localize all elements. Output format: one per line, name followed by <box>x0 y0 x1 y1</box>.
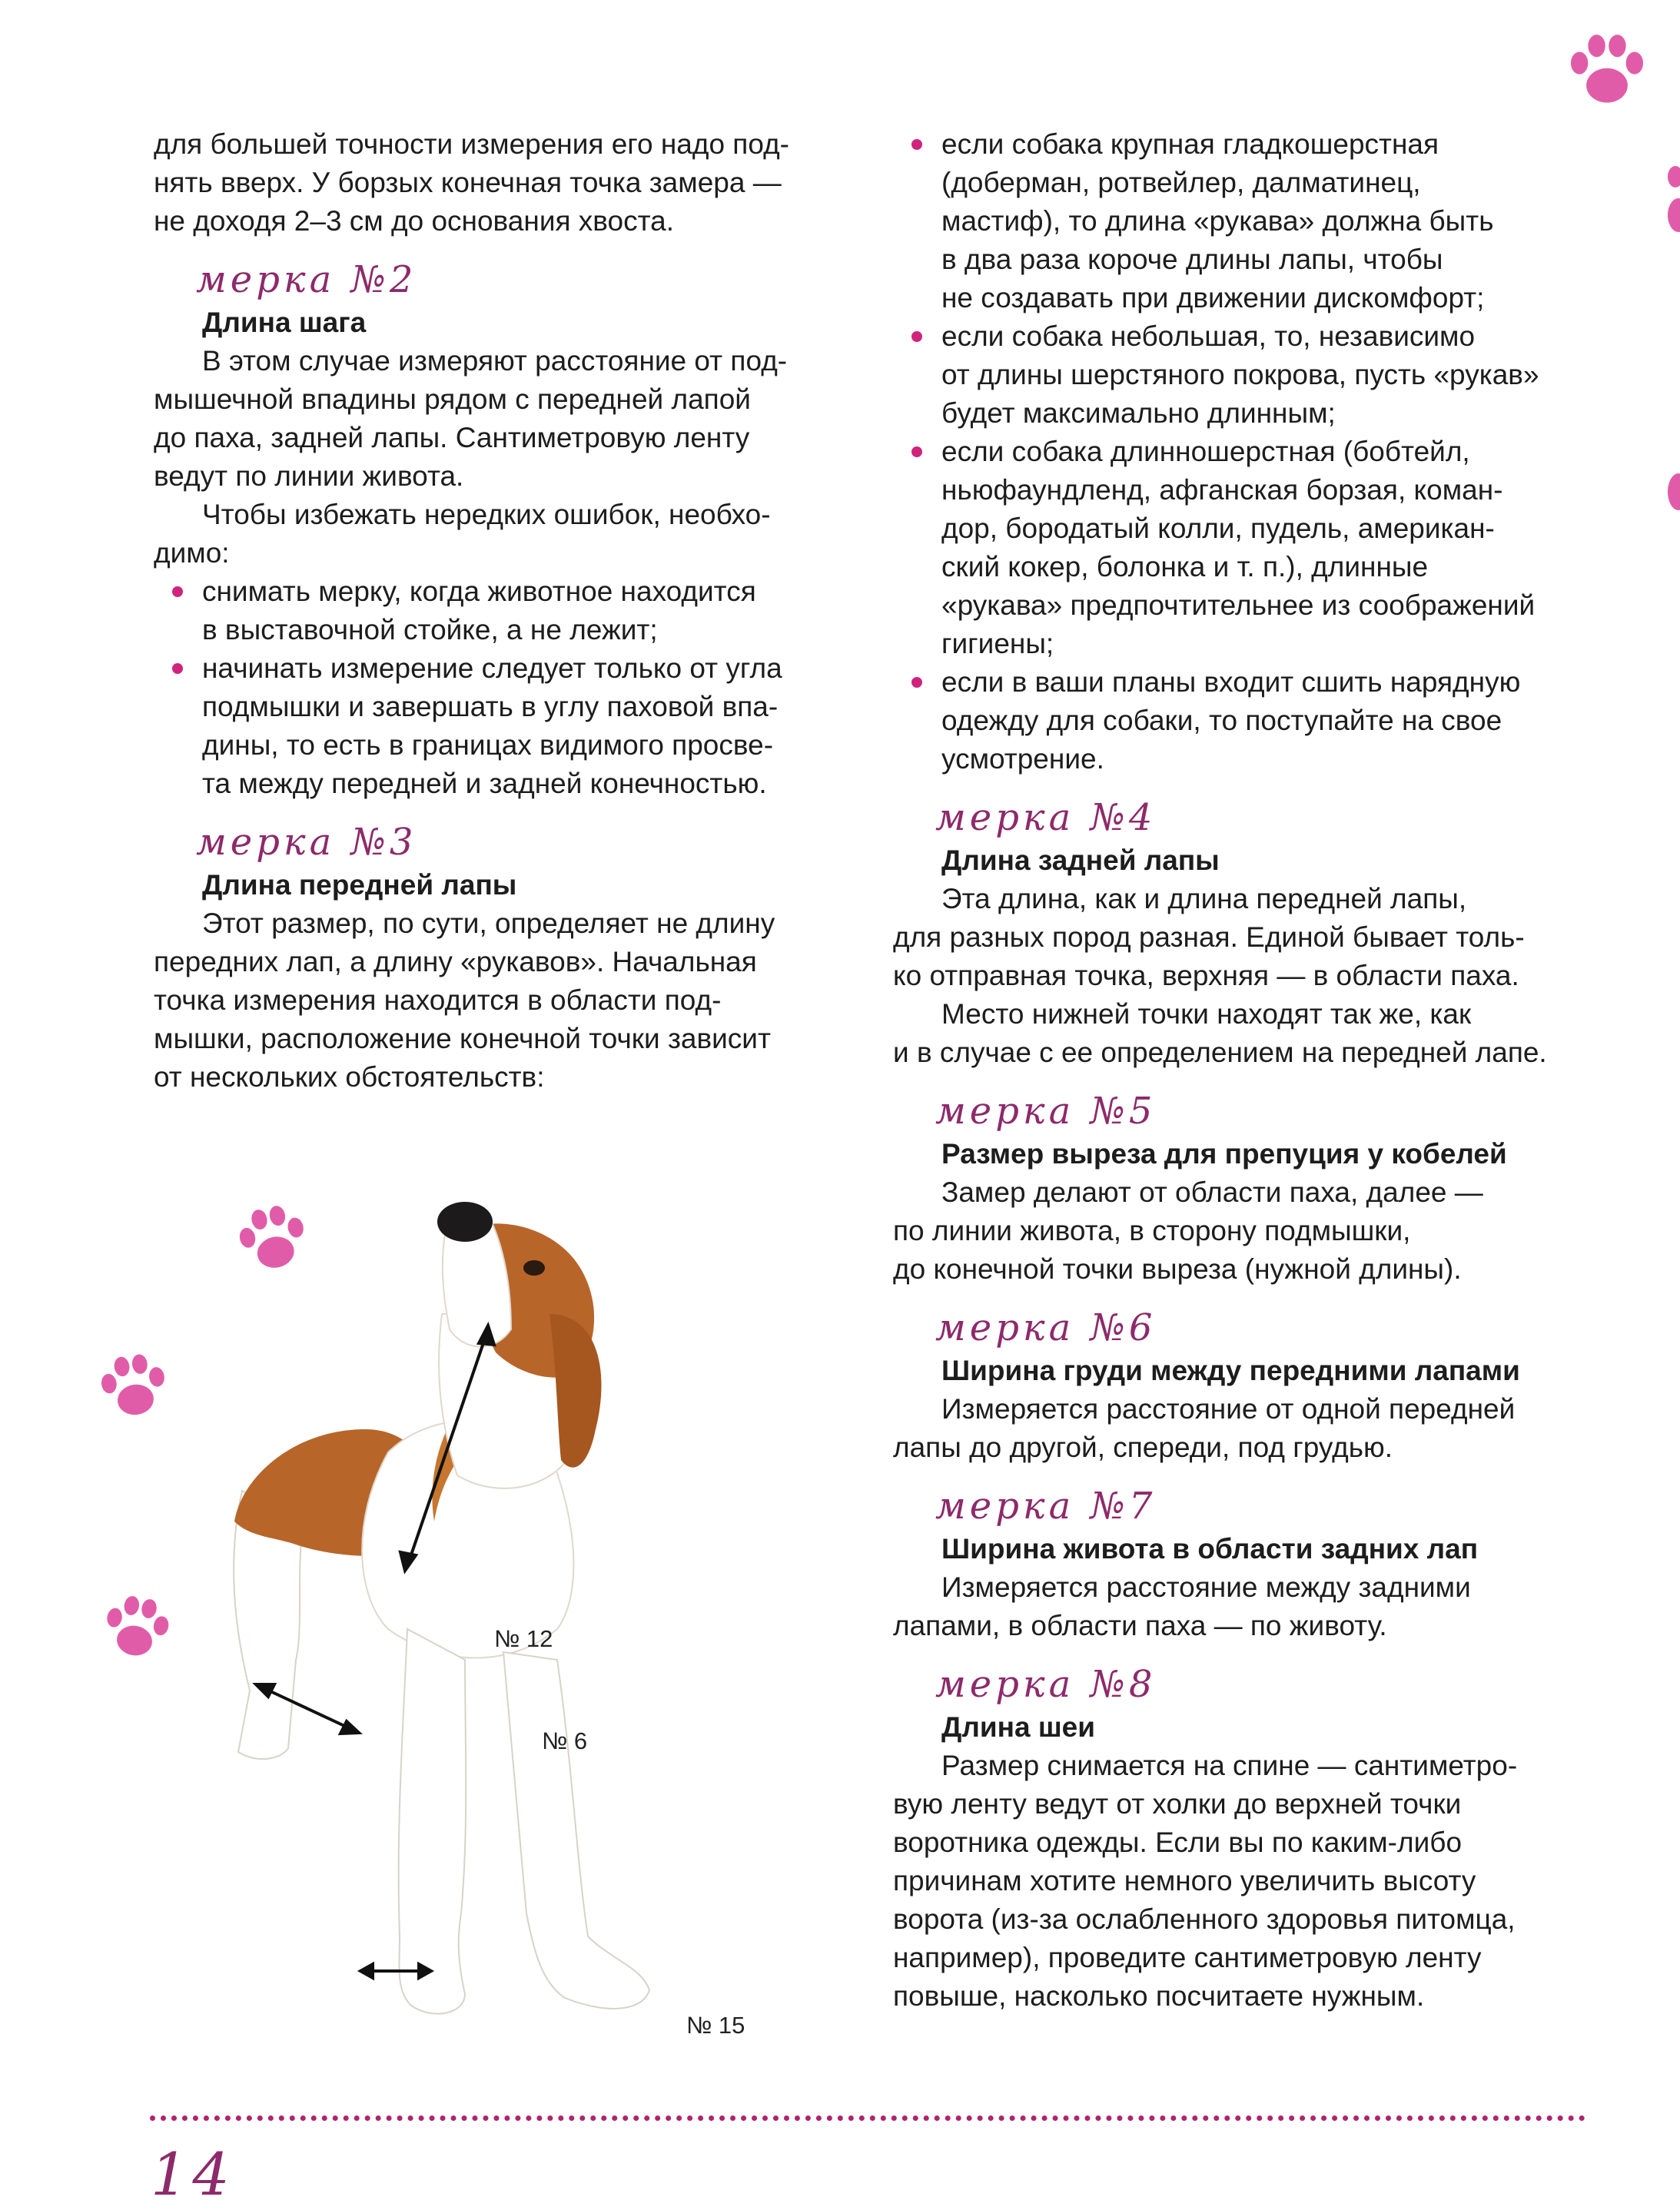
section-heading-m8: мерка №8 <box>935 1663 1157 1706</box>
paw-print-icon <box>96 1349 171 1424</box>
list-item <box>893 433 1585 663</box>
footer-dotted-divider <box>150 2115 1585 2121</box>
paw-print-icon <box>100 1591 174 1664</box>
bullet-icon <box>911 446 922 457</box>
paragraph-body: по линии живота, в сторону подмышки, до конечной точки выреза (нужной длины). <box>893 1215 1462 1285</box>
bullet-icon <box>911 139 922 150</box>
paragraph-body: для разных пород разная. Единой бывает толь- ко отправная точка, верхняя — в области паха. <box>893 921 1525 991</box>
section-title-m3: Длина передней лапы <box>202 869 517 901</box>
section-title-m8: Длина шеи <box>941 1711 1095 1743</box>
list-item-text: если собака небольшая, то, независимо от длины шерстяного покрова, пусть «рукав» будет максимально длинным; <box>941 320 1539 429</box>
list-item <box>154 649 845 803</box>
measurement-label-12: № 12 <box>494 1625 553 1652</box>
paragraph <box>154 342 845 496</box>
paw-print-icon <box>1652 161 1680 246</box>
paragraph-body: мышечной впадины рядом с передней лапой до паха, задней лапы. Сантиметровую ленту ведут по линии живота. <box>154 383 751 492</box>
paragraph-first-line: Чтобы избежать нередких ошибок, необхо- <box>202 499 771 530</box>
bullet-icon <box>172 663 183 674</box>
measurement-label-15: № 15 <box>686 2012 745 2039</box>
paragraph <box>893 1390 1585 1467</box>
list-item-text: если собака длинношерстная (бобтейл, ньюфаундленд, афганская борзая, коман- дор, бородатый колли, пудель, американ- ский кокер, болонка и т. п.), длинные «рукава» предпочтительнее из соображений гигиены; <box>941 436 1536 659</box>
paragraph <box>893 880 1585 995</box>
section-title-m6: Ширина груди между передними лапами <box>941 1355 1520 1386</box>
page-number: 14 <box>151 2140 234 2208</box>
paragraph-first-line: Размер снимается на спине — сантиметро- <box>941 1750 1518 1781</box>
section-title-m7: Ширина живота в области задних лап <box>941 1533 1479 1565</box>
section-heading-m7: мерка №7 <box>935 1485 1157 1528</box>
bullet-icon <box>911 331 922 342</box>
paragraph <box>893 1568 1585 1645</box>
paragraph-first-line: Измеряется расстояние между задними <box>941 1571 1471 1603</box>
paragraph-first-line: Эта длина, как и длина передней лапы, <box>941 883 1467 914</box>
paragraph-first-line: Замер делают от области паха, далее — <box>941 1176 1483 1208</box>
list-item <box>893 317 1585 433</box>
list-item-text: начинать измерение следует только от угла подмышки и завершать в углу паховой впа- дины, то есть в границах видимого просве- та между передней и задней конечностью. <box>202 652 782 799</box>
list-item-text: если собака крупная гладкошерстная (доберман, ротвейлер, далматинец, мастиф), то длина «рукава» должна быть в два раза короче длины лапы, чтобы не создавать при движении дискомфорт; <box>941 128 1494 314</box>
paw-print-icon <box>1662 465 1680 519</box>
intro-paragraph: для большей точности измерения его надо под- нять вверх. У борзых конечная точка замера — не доходя 2–3 см до основания хвоста. <box>154 128 790 237</box>
paragraph-body: передних лап, а длину «рукавов». Начальная точка измерения находится в области под- мышки, расположение конечной точки зависит от нескольких обстоятельств: <box>154 946 771 1093</box>
section-title-m2: Длина шага <box>202 307 367 338</box>
paragraph-body: лапами, в области паха — по животу. <box>893 1610 1387 1641</box>
paragraph-first-line: Место нижней точки находят так же, как <box>941 998 1472 1030</box>
paragraph-first-line: Измеряется расстояние от одной передней <box>941 1393 1516 1425</box>
list-item-text: если в ваши планы входит сшить нарядную одежду для собаки, то поступайте на свое усмотрение. <box>941 666 1521 775</box>
section-heading-m3: мерка №3 <box>196 821 417 864</box>
section-title-m5: Размер выреза для препуция у кобелей <box>941 1138 1507 1170</box>
paragraph <box>154 904 845 1097</box>
section-heading-m6: мерка №6 <box>935 1306 1157 1349</box>
section-heading-m5: мерка №5 <box>935 1090 1157 1133</box>
paragraph-body: и в случае с ее определением на передней лапе. <box>893 1037 1547 1068</box>
list-item <box>154 572 845 649</box>
right-column <box>893 125 1585 2016</box>
paragraph-body: лапы до другой, спереди, под грудью. <box>893 1432 1393 1463</box>
paragraph-first-line: Этот размер, по сути, определяет не длину <box>202 908 775 939</box>
left-column <box>154 125 845 1097</box>
paragraph <box>893 995 1585 1072</box>
list-item <box>893 125 1585 317</box>
paragraph <box>154 496 845 572</box>
paragraph <box>893 1747 1585 2016</box>
paragraph <box>893 1173 1585 1289</box>
paragraph-body: вую ленту ведут от холки до верхней точки воротника одежды. Если вы по каким-либо причинам хотите немного увеличить высоту ворота (из-за ослабленного здоровья питомца, например), проведите сантиметровую ленту повыше, насколько посчитаете нужным. <box>893 1788 1516 2012</box>
list-item <box>893 663 1585 778</box>
section-title-m4: Длина задней лапы <box>941 845 1220 876</box>
list-item-text: снимать мерку, когда животное находится в выставочной стойке, а не лежит; <box>202 576 756 645</box>
bullet-icon <box>172 586 183 597</box>
paw-print-icon <box>1564 27 1650 113</box>
paragraph-body: димо: <box>154 537 230 569</box>
section-heading-m2: мерка №2 <box>196 258 417 301</box>
paragraph-first-line: В этом случае измеряют расстояние от под- <box>202 345 788 377</box>
bullet-icon <box>911 677 922 688</box>
measurement-label-6: № 6 <box>542 1727 588 1754</box>
section-heading-m4: мерка №4 <box>935 796 1157 839</box>
